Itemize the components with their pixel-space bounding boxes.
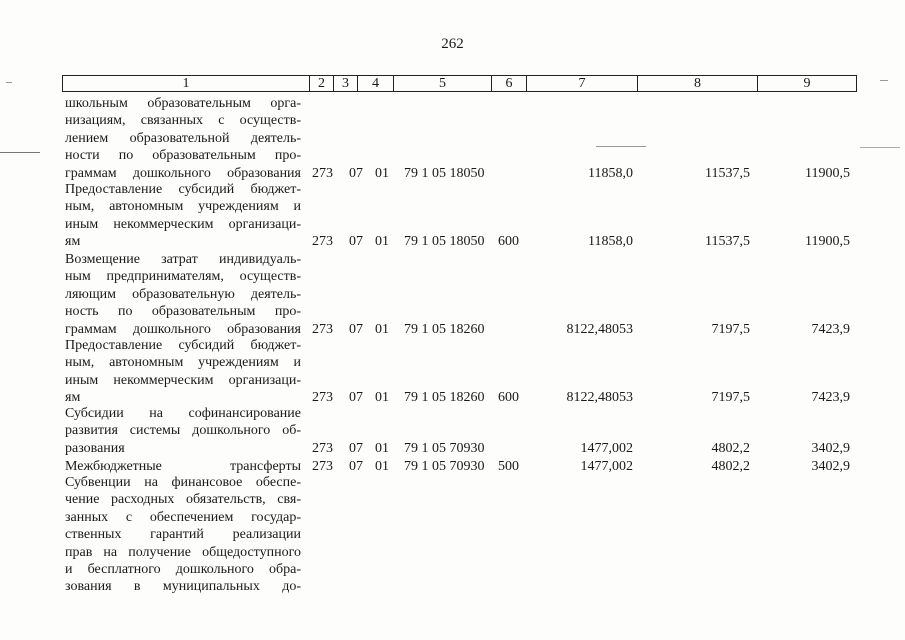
cell-col-8: 7197,5 — [711, 390, 750, 406]
scan-artifact — [596, 146, 646, 147]
cell-col-5: 79 1 05 18260 — [404, 321, 485, 337]
description-line: лением образовательной деятель- — [65, 130, 301, 146]
cell-col-7: 11858,0 — [588, 165, 633, 181]
row-description — [65, 458, 301, 475]
header-col-3: 3 — [334, 76, 358, 91]
cell-col-3: 07 — [349, 234, 363, 250]
cell-col-2: 273 — [312, 459, 333, 474]
description-line: Возмещение затрат индивидуаль- — [65, 252, 301, 267]
description-line: Межбюджетные трансферты — [65, 459, 301, 474]
row-description — [65, 95, 301, 182]
cell-col-7: 1477,002 — [580, 440, 633, 456]
row-description — [65, 474, 301, 596]
description-line: иным некоммерческим организаци- — [65, 216, 301, 232]
description-line: Субсидии на софинансирование — [65, 406, 301, 421]
cell-col-4: 01 — [375, 234, 389, 250]
cell-col-9: 11900,5 — [805, 165, 850, 181]
row-description — [65, 405, 301, 457]
description-line: чение расходных обязательств, свя- — [65, 492, 301, 508]
description-line: ным, автономным учреждениям и — [65, 199, 301, 215]
description-line: ям — [65, 234, 81, 250]
description-line: Субвенции на финансовое обеспе- — [65, 475, 301, 490]
header-col-7: 7 — [527, 76, 638, 91]
scan-artifact — [880, 80, 888, 81]
description-line: низациям, связанных с осуществ- — [65, 113, 301, 129]
description-line: зования в муниципальных до- — [65, 579, 301, 595]
description-line: занных с обеспечением государ- — [65, 509, 301, 525]
cell-col-7: 11858,0 — [588, 234, 633, 250]
cell-col-6: 600 — [498, 234, 519, 250]
cell-col-2: 273 — [312, 321, 333, 337]
cell-col-8: 11537,5 — [705, 165, 750, 181]
description-line: иным некоммерческим организаци- — [65, 372, 301, 388]
cell-col-6: 500 — [498, 459, 519, 474]
row-description — [65, 181, 301, 251]
header-col-4: 4 — [358, 76, 394, 91]
cell-col-9: 3402,9 — [811, 459, 850, 474]
table-header-row — [62, 75, 857, 92]
description-line: ляющим образовательную деятель- — [65, 286, 301, 302]
cell-col-3: 07 — [349, 321, 363, 337]
row-description — [65, 337, 301, 407]
cell-col-9: 3402,9 — [811, 440, 850, 456]
description-line: ным, автономным учреждениям и — [65, 355, 301, 371]
cell-col-8: 7197,5 — [711, 321, 750, 337]
description-line: ям — [65, 390, 81, 406]
cell-col-3: 07 — [349, 390, 363, 406]
scan-artifact — [6, 82, 12, 83]
header-col-5: 5 — [394, 76, 492, 91]
header-col-8: 8 — [638, 76, 758, 91]
description-line: разования — [65, 440, 125, 456]
cell-col-7: 1477,002 — [580, 459, 633, 474]
cell-col-4: 01 — [375, 390, 389, 406]
cell-col-2: 273 — [312, 390, 333, 406]
cell-col-8: 4802,2 — [711, 459, 750, 474]
cell-col-5: 79 1 05 18050 — [404, 234, 485, 250]
cell-col-6: 600 — [498, 390, 519, 406]
cell-col-7: 8122,48053 — [566, 321, 633, 337]
description-line: и бесплатного дошкольного обра- — [65, 561, 301, 577]
cell-col-5: 79 1 05 18260 — [404, 390, 485, 406]
cell-col-3: 07 — [349, 440, 363, 456]
scan-artifact — [860, 147, 900, 148]
description-line: граммам дошкольного образования — [65, 321, 301, 337]
description-line: ности по образовательным про- — [65, 148, 301, 164]
header-col-2: 2 — [310, 76, 334, 91]
cell-col-4: 01 — [375, 440, 389, 456]
header-col-6: 6 — [492, 76, 527, 91]
description-line: прав на получение общедоступного — [65, 544, 301, 560]
cell-col-4: 01 — [375, 165, 389, 181]
header-col-9: 9 — [803, 76, 811, 91]
description-line: школьным образовательным орга- — [65, 96, 301, 111]
cell-col-9: 7423,9 — [811, 321, 850, 337]
cell-col-5: 79 1 05 70930 — [404, 459, 485, 474]
scan-artifact — [0, 152, 40, 153]
cell-col-4: 01 — [375, 459, 389, 474]
cell-col-7: 8122,48053 — [566, 390, 633, 406]
cell-col-8: 4802,2 — [711, 440, 750, 456]
description-line: граммам дошкольного образования — [65, 165, 301, 181]
description-line: Предоставление субсидий бюджет- — [65, 338, 301, 353]
cell-col-2: 273 — [312, 234, 333, 250]
page-number: 262 — [441, 36, 464, 52]
cell-col-4: 01 — [375, 321, 389, 337]
cell-col-9: 11900,5 — [805, 234, 850, 250]
cell-col-5: 79 1 05 18050 — [404, 165, 485, 181]
cell-col-3: 07 — [349, 165, 363, 181]
cell-col-2: 273 — [312, 440, 333, 456]
description-line: ственных гарантий реализации — [65, 527, 301, 543]
description-line: развития системы дошкольного об- — [65, 423, 301, 439]
description-line: ным предпринимателям, осуществ- — [65, 269, 301, 285]
cell-col-5: 79 1 05 70930 — [404, 440, 485, 456]
description-line: Предоставление субсидий бюджет- — [65, 182, 301, 197]
row-description — [65, 251, 301, 338]
description-line: ность по образовательным про- — [65, 304, 301, 320]
header-col-1: 1 — [63, 76, 310, 91]
cell-col-3: 07 — [349, 459, 363, 474]
cell-col-8: 11537,5 — [705, 234, 750, 250]
cell-col-9: 7423,9 — [811, 390, 850, 406]
cell-col-2: 273 — [312, 165, 333, 181]
